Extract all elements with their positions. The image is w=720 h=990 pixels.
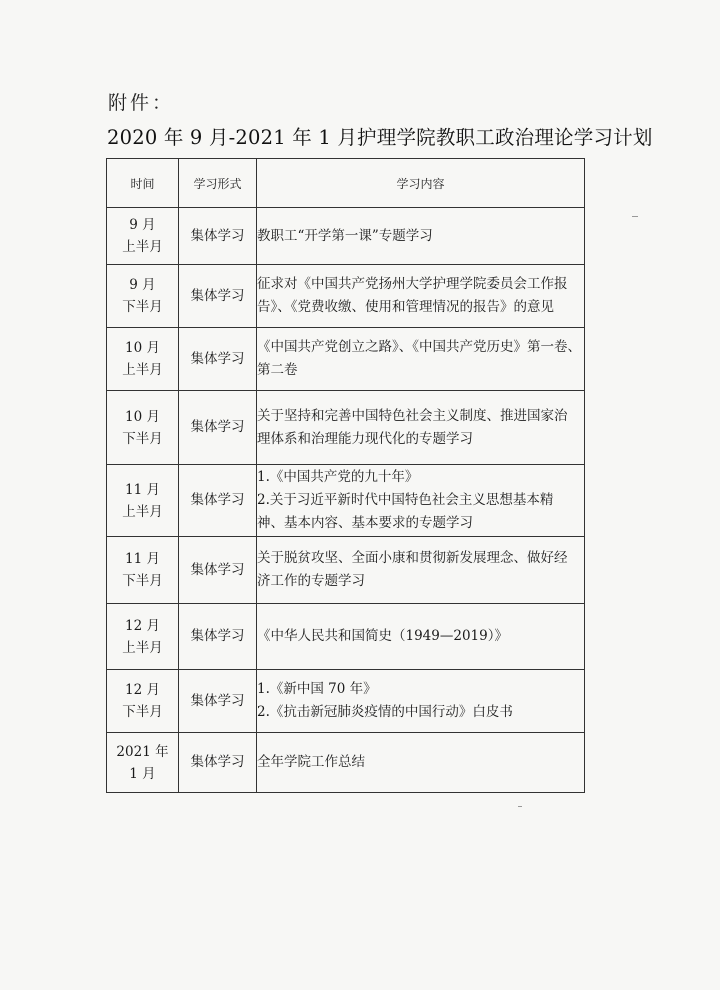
time-cell [107, 604, 179, 670]
form-cell: 集体学习 [179, 670, 257, 733]
content-cell [257, 733, 585, 793]
page-title: 2020 年 9 月-2021 年 1 月护理学院教职工政治理论学习计划 [107, 126, 653, 149]
content-line: 全年学院工作总结 [257, 754, 365, 770]
content-line: 关于脱贫攻坚、全面小康和贯彻新发展理念、做好经 [257, 550, 568, 566]
time-month: 9 月 [129, 217, 156, 233]
time-period: 上半月 [122, 362, 163, 378]
time-cell [107, 328, 179, 391]
study-plan-table [106, 158, 585, 793]
attachment-label: 附件： [108, 92, 175, 114]
column-header-form: 学习形式 [179, 159, 257, 208]
form-cell: 集体学习 [179, 208, 257, 265]
content-line: 济工作的专题学习 [257, 573, 365, 589]
form-cell: 集体学习 [179, 391, 257, 465]
content-line: 《中国共产党创立之路》、《中国共产党历史》第一卷、 [257, 339, 581, 355]
time-period: 1 月 [129, 765, 156, 782]
scan-speck [632, 216, 638, 217]
content-line: 教职工“开学第一课”专题学习 [257, 227, 433, 244]
time-period: 下半月 [122, 573, 163, 589]
form-cell: 集体学习 [179, 733, 257, 793]
table-row [107, 670, 585, 733]
table-header-row [107, 159, 585, 208]
content-cell [257, 328, 585, 391]
content-cell [257, 208, 585, 265]
content-cell [257, 265, 585, 328]
time-cell [107, 265, 179, 328]
content-line: 关于坚持和完善中国特色社会主义制度、推进国家治 [257, 407, 568, 424]
content-line: 理体系和治理能力现代化的专题学习 [257, 430, 473, 447]
time-cell [107, 537, 179, 604]
time-cell [107, 670, 179, 733]
time-cell [107, 733, 179, 793]
time-month: 11 月 [125, 481, 160, 498]
content-cell [257, 604, 585, 670]
time-period: 上半月 [122, 503, 163, 520]
table-row [107, 328, 585, 391]
time-month: 10 月 [125, 408, 160, 425]
form-cell: 集体学习 [179, 265, 257, 328]
time-period: 下半月 [122, 704, 163, 720]
content-line: 1.《中国共产党的九十年》 [257, 469, 419, 485]
content-line: 2.关于习近平新时代中国特色社会主义思想基本精 [257, 492, 554, 508]
content-cell [257, 537, 585, 604]
content-line: 告》、《党费收缴、使用和管理情况的报告》的意见 [257, 299, 554, 315]
time-month: 12 月 [125, 682, 160, 698]
content-line: 2.《抗击新冠肺炎疫情的中国行动》白皮书 [257, 704, 513, 720]
table-row [107, 391, 585, 465]
table-row [107, 208, 585, 265]
time-period: 下半月 [122, 430, 163, 447]
content-cell [257, 465, 585, 537]
table-row [107, 537, 585, 604]
time-cell [107, 465, 179, 537]
content-line: 《中华人民共和国简史（1949—2019）》 [257, 628, 508, 644]
table-row [107, 265, 585, 328]
time-period: 上半月 [122, 639, 163, 656]
content-line: 1.《新中国 70 年》 [257, 681, 377, 697]
time-month: 10 月 [125, 340, 160, 356]
table-row [107, 604, 585, 670]
time-cell [107, 391, 179, 465]
time-month: 12 月 [125, 617, 160, 634]
time-cell [107, 208, 179, 265]
scan-speck [518, 806, 522, 807]
form-cell: 集体学习 [179, 604, 257, 670]
form-cell: 集体学习 [179, 537, 257, 604]
table-row [107, 733, 585, 793]
time-month: 9 月 [129, 277, 156, 293]
time-month: 11 月 [125, 551, 160, 567]
content-line: 神、基本内容、基本要求的专题学习 [257, 515, 473, 531]
table-row [107, 465, 585, 537]
form-cell: 集体学习 [179, 328, 257, 391]
content-cell [257, 670, 585, 733]
content-line: 征求对《中国共产党扬州大学护理学院委员会工作报 [257, 276, 568, 292]
time-period: 上半月 [122, 239, 163, 255]
time-period: 下半月 [122, 299, 163, 315]
column-header-time: 时间 [107, 159, 179, 208]
time-month: 2021 年 [116, 743, 169, 760]
form-cell: 集体学习 [179, 465, 257, 537]
column-header-content: 学习内容 [257, 159, 585, 208]
content-line: 第二卷 [257, 362, 298, 378]
content-cell [257, 391, 585, 465]
